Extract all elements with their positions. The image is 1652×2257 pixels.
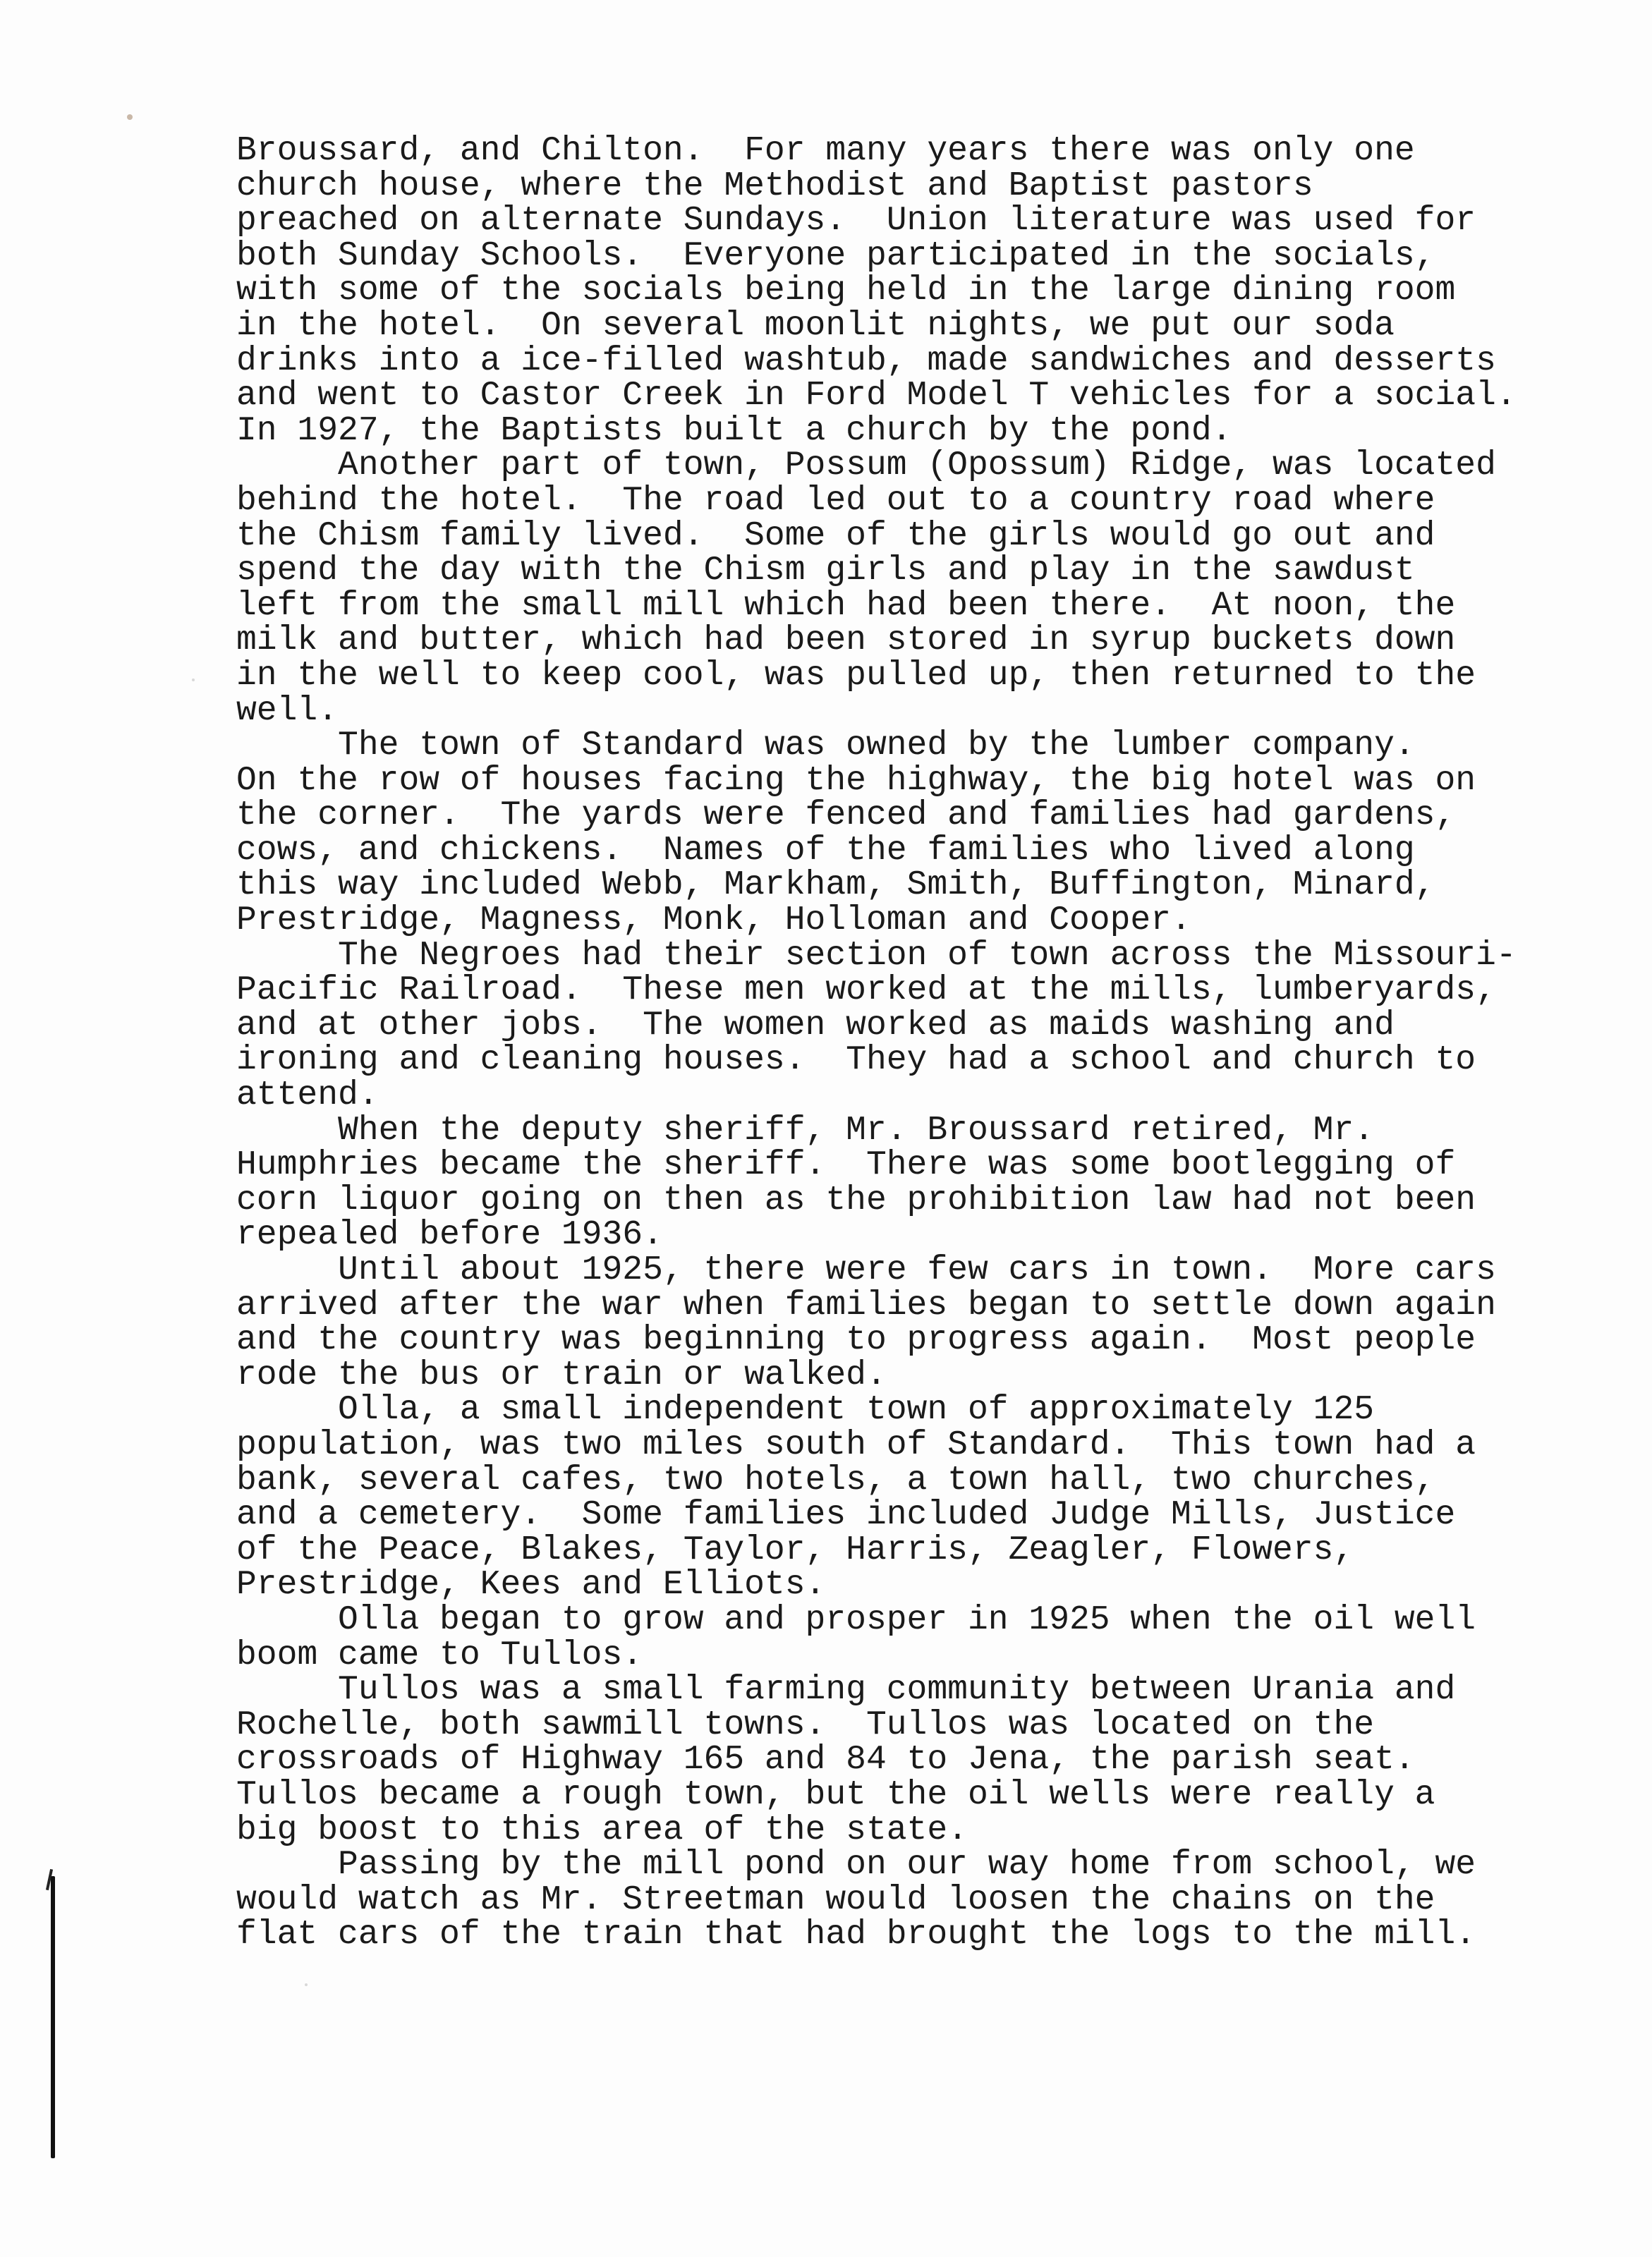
text-line: Broussard, and Chilton. For many years there was only one	[236, 132, 1415, 170]
text-line: church house, where the Methodist and Baptist pastors	[236, 166, 1313, 205]
text-line: milk and butter, which had been stored in syrup buckets down	[236, 621, 1456, 660]
text-line: Tullos became a rough town, but the oil wells were really a	[236, 1775, 1435, 1814]
paper-speck	[192, 679, 195, 681]
text-line: Pacific Railroad. These men worked at the mills, lumberyards,	[236, 971, 1496, 1010]
text-line: repealed before 1936.	[236, 1216, 663, 1255]
text-line: the corner. The yards were fenced and families had gardens,	[236, 796, 1456, 835]
text-line: this way included Webb, Markham, Smith, Buffington, Minard,	[236, 866, 1435, 905]
paper-speck	[127, 114, 133, 120]
text-line: rode the bus or train or walked.	[236, 1356, 887, 1394]
text-line: corn liquor going on then as the prohibition law had not been	[236, 1181, 1476, 1219]
margin-bar-mark	[51, 1876, 55, 2158]
text-line: When the deputy sheriff, Mr. Broussard retired, Mr.	[236, 1111, 1375, 1150]
text-line: with some of the socials being held in the large dining room	[236, 272, 1456, 310]
text-line: On the row of houses facing the highway, the big hotel was on	[236, 761, 1476, 800]
text-line: cows, and chickens. Names of the families who lived along	[236, 831, 1415, 870]
text-line: The town of Standard was owned by the lumber company.	[236, 726, 1415, 765]
text-line: behind the hotel. The road led out to a country road where	[236, 481, 1435, 520]
text-line: boom came to Tullos.	[236, 1636, 643, 1674]
text-line: The Negroes had their section of town across the Missouri-	[236, 936, 1517, 975]
text-line: of the Peace, Blakes, Taylor, Harris, Zeagler, Flowers,	[236, 1531, 1354, 1569]
text-line: would watch as Mr. Streetman would loosen the chains on the	[236, 1880, 1435, 1919]
text-line: spend the day with the Chism girls and play in the sawdust	[236, 552, 1415, 590]
text-line: flat cars of the train that had brought the logs to the mill.	[236, 1916, 1476, 1954]
text-line: bank, several cafes, two hotels, a town hall, two churches,	[236, 1461, 1435, 1499]
text-line: and a cemetery. Some families included Judge Mills, Justice	[236, 1496, 1456, 1535]
text-line: Tullos was a small farming community between Urania and	[236, 1671, 1456, 1710]
text-line: crossroads of Highway 165 and 84 to Jena, the parish seat.	[236, 1741, 1415, 1780]
text-line: left from the small mill which had been there. At noon, the	[236, 586, 1456, 625]
text-line: the Chism family lived. Some of the girls would go out and	[236, 516, 1435, 555]
text-line: and at other jobs. The women worked as maids washing and	[236, 1006, 1395, 1045]
text-line: well.	[236, 691, 339, 730]
text-line: Prestridge, Kees and Elliots.	[236, 1566, 826, 1605]
paper-speck	[305, 1983, 308, 1986]
typed-text-block	[236, 134, 1577, 1953]
text-line: Until about 1925, there were few cars in town. More cars	[236, 1251, 1496, 1289]
text-line: in the hotel. On several moonlit nights, we put our soda	[236, 306, 1395, 345]
text-line: Humphries became the sheriff. There was some bootlegging of	[236, 1146, 1456, 1185]
text-line: population, was two miles south of Standard. This town had a	[236, 1425, 1476, 1464]
text-line: Another part of town, Possum (Opossum) Ridge, was located	[236, 446, 1496, 485]
text-line: and the country was beginning to progress again. Most people	[236, 1321, 1476, 1360]
text-line: ironing and cleaning houses. They had a school and church to	[236, 1041, 1476, 1080]
text-line: In 1927, the Baptists built a church by the pond.	[236, 411, 1232, 450]
text-line: Olla, a small independent town of approximately 125	[236, 1391, 1375, 1430]
text-line: and went to Castor Creek in Ford Model T vehicles for a social.	[236, 377, 1517, 415]
text-line: big boost to this area of the state.	[236, 1811, 968, 1849]
text-line: arrived after the war when families began to settle down again	[236, 1286, 1496, 1325]
text-line: Passing by the mill pond on our way home from school, we	[236, 1846, 1476, 1885]
text-line: preached on alternate Sundays. Union literature was used for	[236, 202, 1476, 241]
text-line: drinks into a ice-filled washtub, made sandwiches and desserts	[236, 341, 1496, 380]
text-line: Rochelle, both sawmill towns. Tullos was located on the	[236, 1705, 1375, 1744]
text-line: in the well to keep cool, was pulled up, then returned to the	[236, 656, 1476, 695]
text-line: Prestridge, Magness, Monk, Holloman and Cooper.	[236, 901, 1191, 940]
text-line: attend.	[236, 1076, 379, 1115]
text-line: Olla began to grow and prosper in 1925 when the oil well	[236, 1600, 1476, 1639]
text-line: both Sunday Schools. Everyone participated in the socials,	[236, 236, 1435, 275]
